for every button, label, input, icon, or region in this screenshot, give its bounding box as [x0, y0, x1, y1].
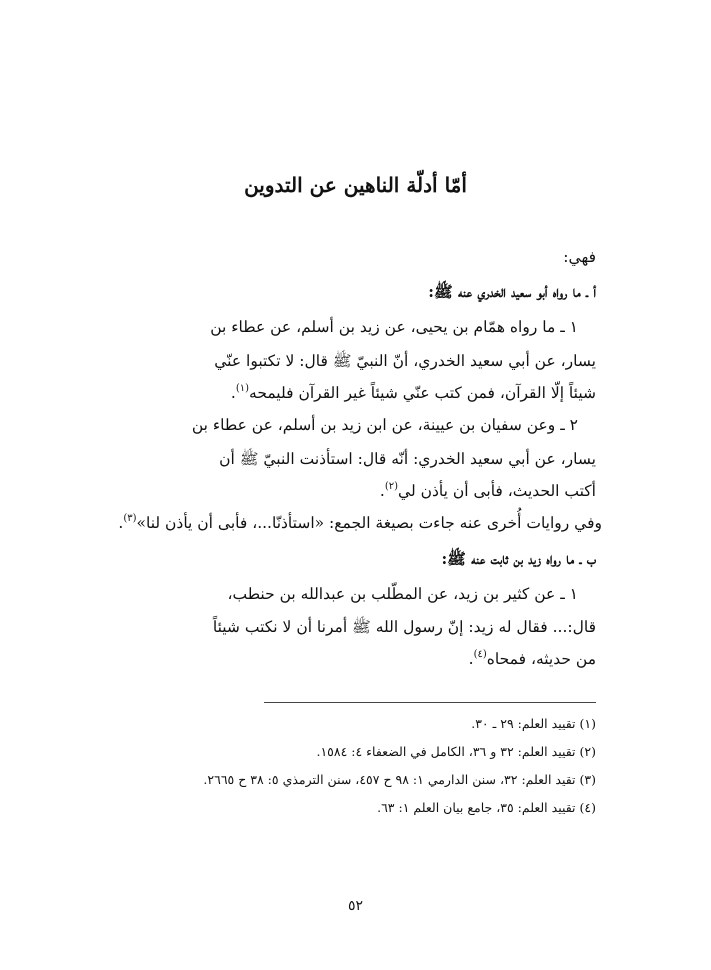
page-number: ٥٢ [347, 898, 364, 914]
footnote-divider [264, 702, 596, 703]
narration-text: أكتب الحديث، فأبى أن يأذن لي [398, 482, 596, 500]
footnote: (٢) تقييد العلم: ٣٢ و ٣٦، الكامل في الضعفاء ٤: ١٥٨٤. [316, 744, 596, 759]
narration-text: وفي روايات أُخرى عنه جاءت بصيغة الجمع: «استأذنّا...، فأبى أن يأذن لنا» [136, 514, 602, 532]
narration-text: من حديثه، فمحاه [486, 650, 596, 668]
section-a-title: أ ـ ما رواه أبو سعيد الخدري عنه ﷺ: [428, 282, 596, 301]
footnote-marker: (١) [235, 383, 250, 394]
narration-line: يسار، عن أبي سعيد الخدري: أنّه قال: استأذنت النبيّ ﷺ أن [219, 450, 596, 468]
intro-text: فهي: [563, 248, 596, 266]
narration-line: من حديثه، فمحاه$^{(٤)}$. [468, 649, 596, 668]
narration-text: شيئاً إلّا القرآن، فمن كتب عنّي شيئاً غير القرآن فليمحه [249, 384, 596, 402]
narration-line: قال:... فقال له زيد: إنّ رسول الله ﷺ أمرنا أن لا نكتب شيئاً [212, 618, 596, 636]
narration-line: ٢ ـ وعن سفيان بن عيينة، عن ابن زيد بن أسلم، عن عطاء بن [191, 416, 578, 434]
narration-line: أكتب الحديث، فأبى أن يأذن لي$^{(٢)}$. [379, 481, 596, 500]
narration-line: يسار، عن أبي سعيد الخدري، أنّ النبيّ ﷺ قال: لا تكتبوا عنّي [214, 352, 596, 370]
narration-line: شيئاً إلّا القرآن، فمن كتب عنّي شيئاً غير القرآن فليمحه$^{(١)}$. [230, 383, 596, 402]
narration-line: ١ ـ ما رواه همّام بن يحيى، عن زيد بن أسلم، عن عطاء بن [210, 318, 578, 336]
section-b-title: ب ـ ما رواه زيد بن ثابت عنه ﷺ: [441, 549, 596, 568]
main-text [110, 0, 602, 700]
page-heading: أمّا أدلّة الناهين عن التدوين [244, 173, 467, 197]
footnote-marker: (٣) [123, 513, 137, 524]
narration-line: وفي روايات أُخرى عنه جاءت بصيغة الجمع: «استأذنّا...، فأبى أن يأذن لنا»$^{(٣)}$. [118, 513, 602, 532]
footnote-marker: (٤) [473, 649, 487, 660]
footnote: (٣) تقيد العلم: ٣٢، سنن الدارمي ١: ٩٨ ح ٤٥٧، سنن الترمذي ٥: ٣٨ ح ٢٦٦٥. [203, 772, 596, 787]
footnote-marker: (٢) [384, 481, 399, 492]
narration-line: ١ ـ عن كثير بن زيد، عن المطّلب بن عبدالله بن حنطب، [227, 585, 578, 603]
footnote: (٤) تقييد العلم: ٣٥، جامع بيان العلم ١: ٦٣. [377, 800, 596, 815]
footnote: (١) تقييد العلم: ٢٩ ـ ٣٠. [471, 716, 596, 731]
